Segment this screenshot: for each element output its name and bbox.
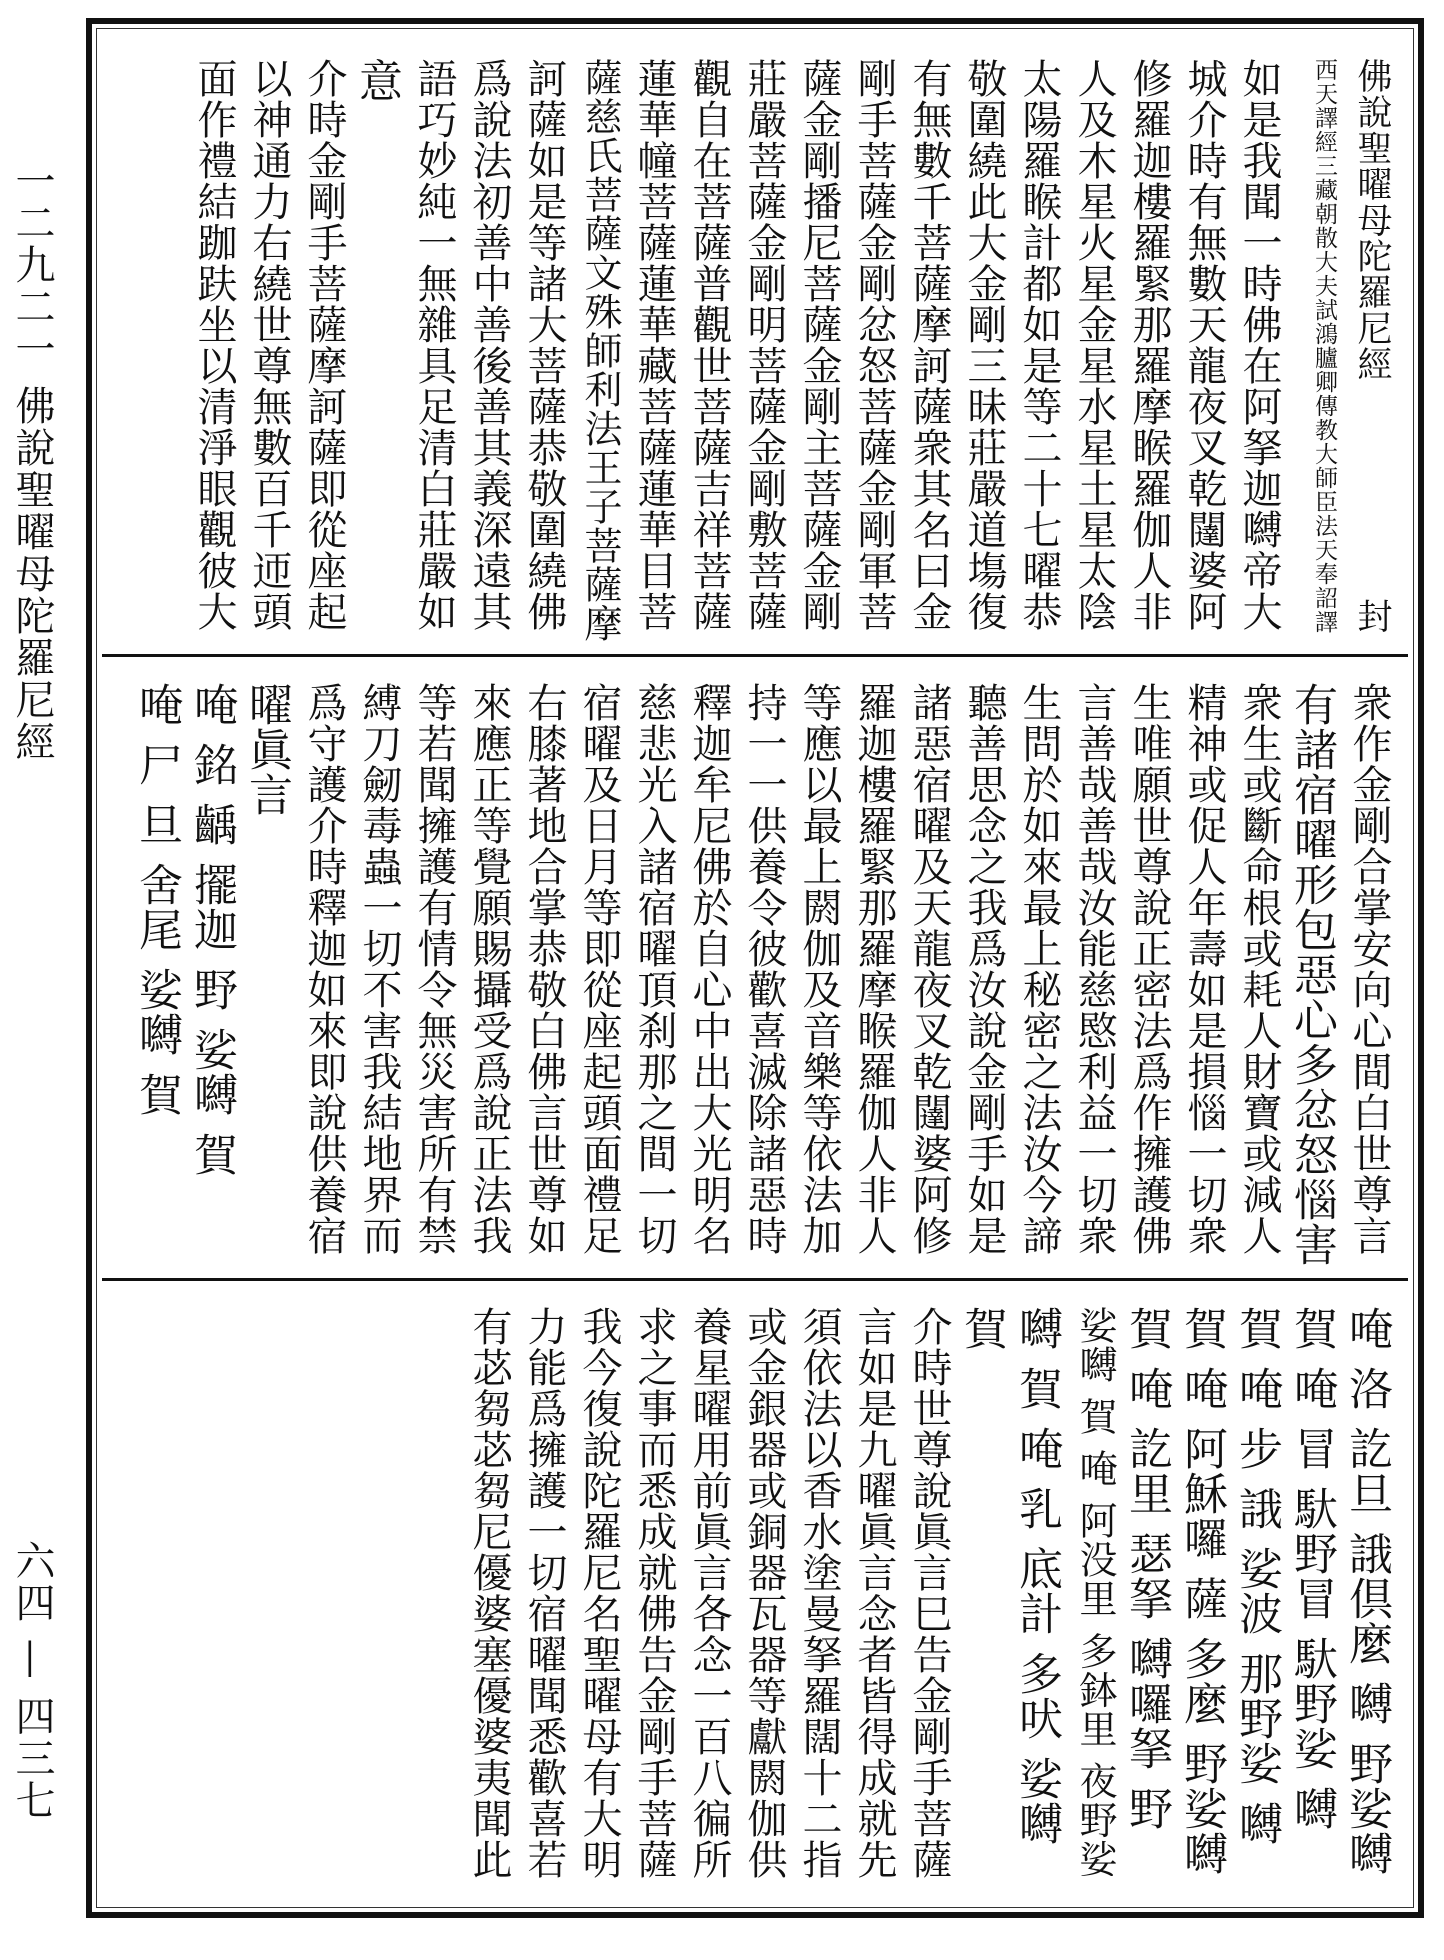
text-column: 等若聞擁護有情令無災害所有禁 [411,682,457,1256]
page-frame [86,18,1424,1918]
text-column: 敬圍繞此大金剛三昧莊嚴道塲復 [961,58,1007,632]
text-panel-1 [102,34,1408,657]
text-column: 佛說聖曜母陀羅尼經 封 [1352,58,1392,634]
text-column: 唵 洛 訖旦 誐倶麼 嚩 野娑嚩 [1341,1306,1392,1876]
text-column: 生唯願世尊說正密法爲作擁護佛 [1126,682,1172,1256]
text-column: 賀 唵 阿穌囉 薩 多麼 野娑嚩 [1176,1306,1227,1876]
text-panel-2 [102,658,1408,1281]
text-column: 賀 [956,1306,1007,1351]
text-column: 修羅迦樓羅緊那羅摩睺羅伽人非 [1126,58,1172,632]
text-column: 賀 唵 步 誐 娑波 那野娑 嚩 [1231,1306,1282,1846]
text-column: 人及木星火星金星水星土星太陰 [1071,58,1117,632]
text-column: 衆作金剛合掌安向心間白世尊言 [1346,682,1392,1256]
text-column: 慈悲光入諸宿曜頂刹那之間一切 [631,682,677,1256]
text-column: 諸惡宿曜及天龍夜叉乾闥婆阿修 [906,682,952,1256]
text-column: 求之事而悉成就佛告金剛手菩薩 [631,1306,677,1880]
text-column: 精神或促人年壽如是損惱一切衆 [1181,682,1227,1256]
text-column: 言善哉善哉汝能慈愍利益一切衆 [1071,682,1117,1256]
text-column: 等應以最上閼伽及音樂等依法加 [796,682,842,1256]
text-column: 我今復說陀羅尼名聖曜母有大明 [576,1306,622,1880]
text-column: 生問於如來最上秘密之法汝今諦 [1016,682,1062,1256]
text-columns [466,1306,1392,1890]
text-column: 聽善思念之我爲汝說金剛手如是 [961,682,1007,1256]
text-column: 衆生或斷命根或耗人財寶或減人 [1236,682,1282,1256]
text-panel-3 [102,1282,1408,1900]
text-column: 薩金剛播尼菩薩金剛主菩薩金剛 [796,58,842,632]
text-column: 觀自在菩薩普觀世菩薩吉祥菩薩 [686,58,732,632]
text-column: 語巧妙純一無雜具足清白莊嚴如 [411,58,457,632]
text-column: 以神通力右繞世尊無數百千迊頭 [246,58,292,632]
text-columns [191,58,1392,644]
text-column: 嚩 賀 唵 乳 底計 多吠 娑嚩 [1011,1306,1062,1846]
text-column: 或金銀器或銅器瓦器等獻閼伽供 [741,1306,787,1880]
text-column: 唵 銘 齲 擺迦 野 娑嚩 賀 [186,682,237,1177]
text-column: 養星曜用前眞言各念一百八徧所 [686,1306,732,1880]
margin-volume-title: 一二九二一 佛說聖曜母陀羅尼經 [9,160,55,763]
text-column: 曜眞言 [241,682,292,817]
text-column: 賀 唵 冒 馱野冒 馱野娑 嚩 [1286,1306,1337,1831]
text-column: 訶薩如是等諸大菩薩恭敬圍繞佛 [521,58,567,632]
text-column: 賀 唵 訖里 瑟拏 嚩囉拏 野 [1121,1306,1172,1831]
text-column: 來應正等覺願賜攝受爲說正法我 [466,682,512,1256]
text-column: 意 [351,58,402,103]
text-column: 娑嚩 賀 唵 阿没里 多鉢里 夜野娑 [1073,1306,1117,1879]
text-column: 莊嚴菩薩金剛明菩薩金剛敷菩薩 [741,58,787,632]
text-column: 薩慈氏菩薩文殊師利法王子菩薩摩 [578,58,622,643]
margin-page-number: 六四 — 四三七 [9,1540,55,1822]
text-column: 宿曜及日月等即從座起頭面禮足 [576,682,622,1256]
text-column: 有無數千菩薩摩訶薩衆其名曰金 [906,58,952,632]
text-columns [131,682,1392,1268]
text-column: 釋迦牟尼佛於自心中出大光明名 [686,682,732,1256]
text-column: 面作禮結跏趺坐以清淨眼觀彼大 [191,58,237,632]
text-column: 有苾芻苾芻尼優婆塞優婆夷聞此 [466,1306,512,1880]
text-column: 西天譯經三藏朝散大夫試鴻臚卿傳教大師臣法天奉詔譯 [1311,58,1337,634]
text-column: 城介時有無數天龍夜叉乾闥婆阿 [1181,58,1227,632]
text-column: 羅迦樓羅緊那羅摩睺羅伽人非人 [851,682,897,1256]
text-column: 有諸宿曜形包惡心多忿怒惱害 [1286,682,1337,1267]
text-column: 言如是九曜眞言念者皆得成就先 [851,1306,897,1880]
text-column: 縛刀劒毒蟲一切不害我結地界而 [356,682,402,1256]
text-column: 太陽羅睺計都如是等二十七曜恭 [1016,58,1062,632]
text-column: 爲說法初善中善後善其義深遠其 [466,58,512,632]
text-column: 唵 尸 旦 舍尾 娑嚩 賀 [131,682,182,1117]
text-column: 剛手菩薩金剛忿怒菩薩金剛軍菩 [851,58,897,632]
text-column: 爲守護介時釋迦如來即說供養宿 [301,682,347,1256]
text-column: 須依法以香水塗曼拏羅闊十二指 [796,1306,842,1880]
text-column: 介時金剛手菩薩摩訶薩即從座起 [301,58,347,632]
text-column: 介時世尊說眞言巳告金剛手菩薩 [906,1306,952,1880]
text-column: 如是我聞一時佛在阿拏迦嚩帝大 [1236,58,1282,632]
text-column: 右膝著地合掌恭敬白佛言世尊如 [521,682,567,1256]
text-column: 力能爲擁護一切宿曜聞悉歡喜若 [521,1306,567,1880]
text-column: 持一一供養令彼歡喜滅除諸惡時 [741,682,787,1256]
text-column: 蓮華幢菩薩蓮華藏菩薩蓮華目菩 [631,58,677,632]
